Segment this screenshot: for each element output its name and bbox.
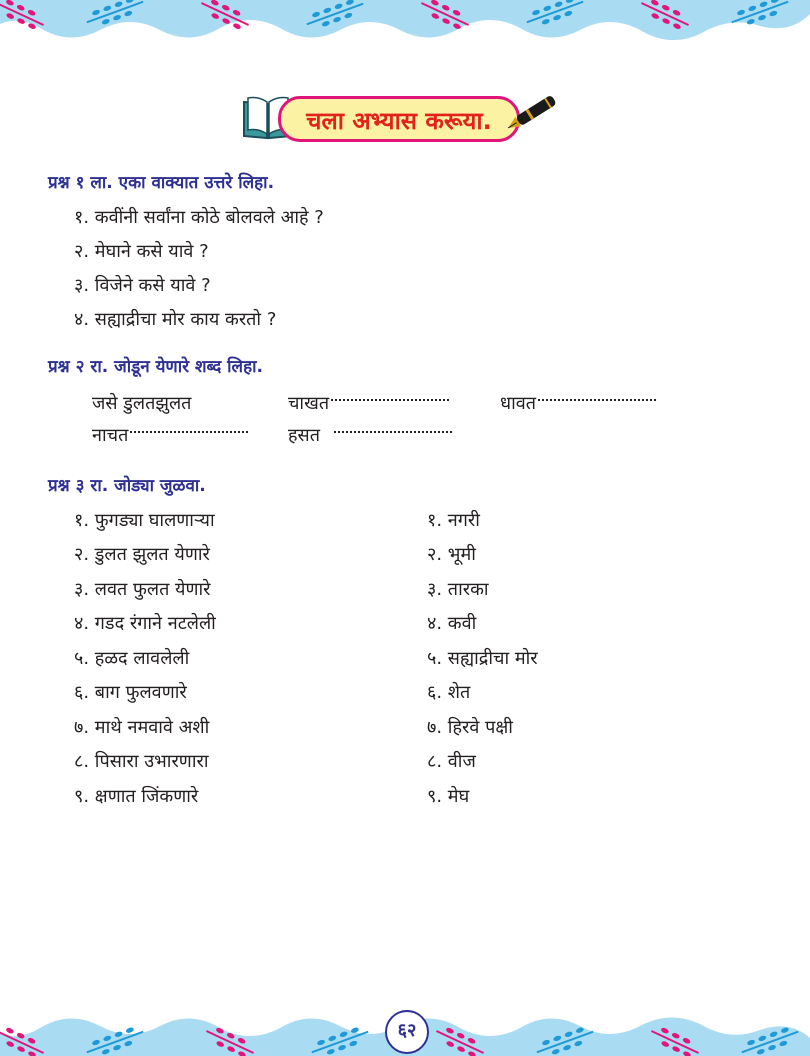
answer-blank[interactable] <box>331 391 449 401</box>
q2-word-blank <box>500 391 656 415</box>
banner-pill <box>278 96 520 142</box>
q1-item: ३. विजेने कसे यावे ? <box>74 275 211 296</box>
q2-word-blank <box>288 391 449 415</box>
q1-item: ४. सह्याद्रीचा मोर काय करतो ? <box>74 309 277 330</box>
q1-item: २. मेघाने कसे यावे ? <box>74 241 209 262</box>
q3-right-item: ३. तारका <box>427 579 489 600</box>
q3-left-item: ५. हळद लावलेली <box>74 648 190 669</box>
page-number: ६२ <box>385 1010 429 1054</box>
section-banner <box>240 88 570 148</box>
q3-right-item: ८. वीज <box>427 751 476 772</box>
q2-example: जसे डुलतझुलत <box>92 393 192 414</box>
q3-right-item: ७. हिरवे पक्षी <box>427 717 513 738</box>
q3-left-item: १. फुगड्या घालणाऱ्या <box>74 510 215 531</box>
q3-right-item: २. भूमी <box>427 544 476 565</box>
answer-blank[interactable] <box>334 423 452 433</box>
q3-right-item: १. नगरी <box>427 510 480 531</box>
answer-blank[interactable] <box>130 423 248 433</box>
q2-word-blank <box>92 423 248 447</box>
q2-word: धावत <box>500 393 536 414</box>
q3-left-item: ९. क्षणात जिंकणारे <box>74 786 199 807</box>
q1-item: १. कवींनी सर्वांना कोठे बोलवले आहे ? <box>74 207 324 228</box>
q3-left-item: ६. बाग फुलवणारे <box>74 682 187 703</box>
q3-right-item: ५. सह्याद्रीचा मोर <box>427 648 538 669</box>
q2-word: चाखत <box>288 393 330 414</box>
question-3-heading: प्रश्न ३ रा. जोड्या जुळवा. <box>48 476 206 496</box>
q3-right-item: ६. शेत <box>427 682 471 703</box>
q3-left-item: २. डुलत झुलत येणारे <box>74 544 210 565</box>
q3-right-item: ४. कवी <box>427 613 477 634</box>
q2-word-blank <box>288 423 452 447</box>
question-1-heading: प्रश्न १ ला. एका वाक्यात उत्तरे लिहा. <box>48 173 275 193</box>
q3-left-item: ८. पिसारा उभारणारा <box>74 751 209 772</box>
q2-word: नाचत <box>92 425 129 446</box>
top-decorative-border <box>0 0 810 48</box>
fountain-pen-icon <box>498 92 568 134</box>
q3-right-item: ९. मेघ <box>427 786 470 807</box>
banner-title: चला अभ्यास करूया. <box>306 107 492 135</box>
q3-left-item: ४. गडद रंगाने नटलेली <box>74 613 216 634</box>
q2-word: हसत <box>288 425 320 446</box>
q3-left-item: ३. लवत फुलत येणारे <box>74 579 211 600</box>
question-2-heading: प्रश्न २ रा. जोडून येणारे शब्द लिहा. <box>48 357 263 377</box>
q3-left-item: ७. माथे नमवावे अशी <box>74 717 210 738</box>
answer-blank[interactable] <box>538 391 656 401</box>
